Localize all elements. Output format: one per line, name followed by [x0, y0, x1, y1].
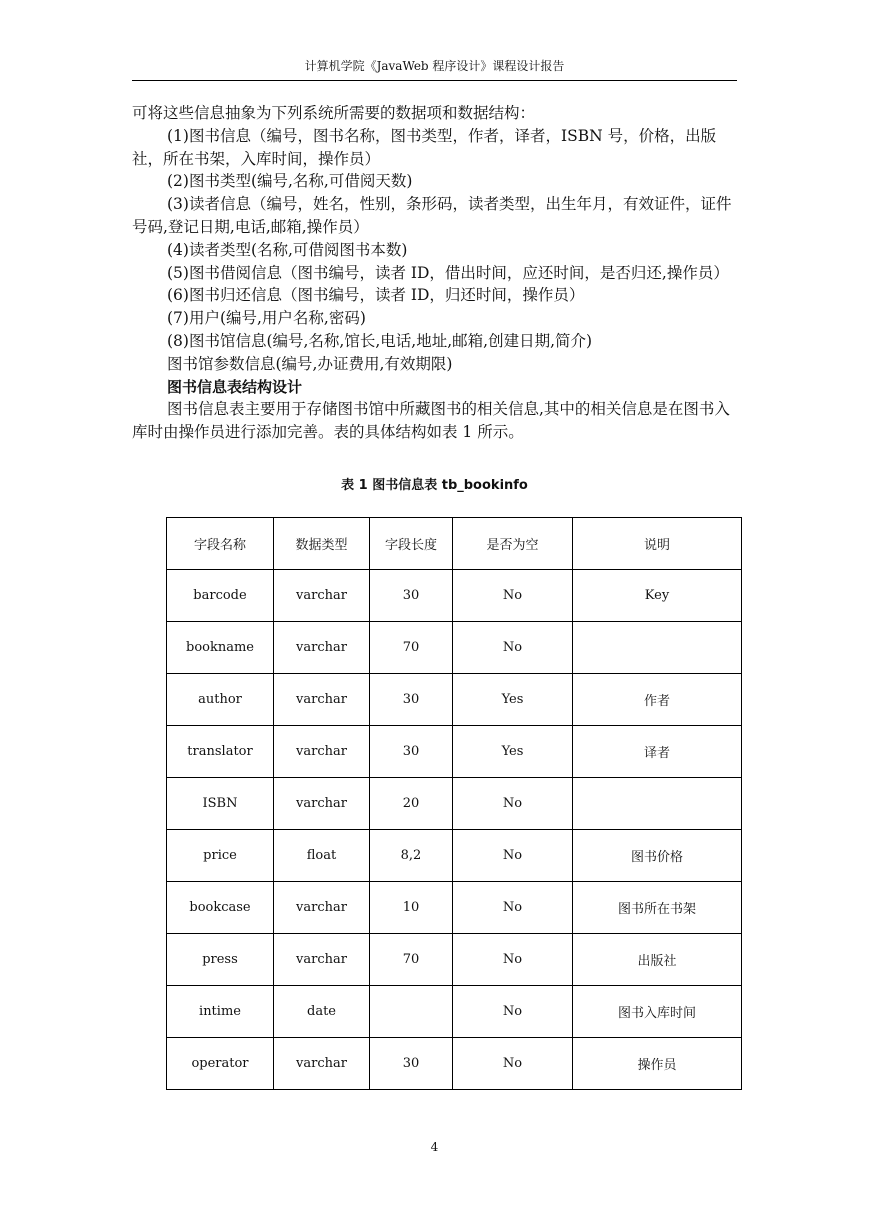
table-cell: 20 [370, 778, 453, 830]
table-cell: No [453, 1038, 573, 1090]
page-number: 4 [430, 1140, 439, 1154]
table-cell: Yes [453, 674, 573, 726]
table-cell: translator [167, 726, 274, 778]
table-cell: No [453, 934, 573, 986]
list-item: (7)用户(编号,用户名称,密码) [167, 309, 366, 328]
table-cell: 图书价格 [573, 830, 742, 882]
table-cell: varchar [274, 726, 370, 778]
table-cell: varchar [274, 778, 370, 830]
section-heading: 图书信息表结构设计 [167, 377, 303, 396]
table-cell: author [167, 674, 274, 726]
list-item: (6)图书归还信息（图书编号，读者 ID，归还时间，操作员） [167, 286, 585, 305]
table-cell: 10 [370, 882, 453, 934]
header-divider [132, 80, 737, 81]
table-row [167, 1038, 742, 1090]
table-cell: 图书入库时间 [573, 986, 742, 1038]
table-cell: varchar [274, 882, 370, 934]
list-item: (5)图书借阅信息（图书编号，读者 ID，借出时间，应还时间，是否归还,操作员） [167, 263, 729, 282]
table-caption: 表 1 图书信息表 tb_bookinfo [341, 478, 528, 493]
table-cell: bookcase [167, 882, 274, 934]
table-cell: date [274, 986, 370, 1038]
list-item: (8)图书馆信息(编号,名称,馆长,电话,地址,邮箱,创建日期,简介) [167, 331, 593, 350]
table-cell [573, 622, 742, 674]
table-cell [370, 986, 453, 1038]
column-header: 是否为空 [453, 518, 573, 570]
intro-line: 可将这些信息抽象为下列系统所需要的数据项和数据结构： [132, 104, 536, 122]
table-cell: 译者 [573, 726, 742, 778]
table-cell: 30 [370, 674, 453, 726]
section-paragraph: 图书信息表主要用于存储图书馆中所藏图书的相关信息,其中的相关信息是在图书入库时由操作员进行添加完善。表的具体结构如表 1 所示。 [132, 400, 730, 442]
column-header: 说明 [573, 518, 742, 570]
column-header: 字段长度 [370, 518, 453, 570]
table-row [167, 830, 742, 882]
column-header: 字段名称 [167, 518, 274, 570]
table-row [167, 986, 742, 1038]
table-cell: float [274, 830, 370, 882]
table-cell: ISBN [167, 778, 274, 830]
table-row [167, 882, 742, 934]
table-row [167, 934, 742, 986]
table-row [167, 778, 742, 830]
table-cell: Yes [453, 726, 573, 778]
table-cell [573, 778, 742, 830]
list-item: (1)图书信息（编号，图书名称，图书类型，作者，译者，ISBN 号，价格，出版社，所在书架，入库时间，操作员） [132, 126, 717, 168]
table-row [167, 570, 742, 622]
table-cell: intime [167, 986, 274, 1038]
table-cell: No [453, 570, 573, 622]
table-cell: 作者 [573, 674, 742, 726]
table-cell: 30 [370, 570, 453, 622]
column-header: 数据类型 [274, 518, 370, 570]
bookinfo-table [166, 517, 742, 1090]
table-cell: price [167, 830, 274, 882]
table-cell: 30 [370, 726, 453, 778]
table-header-row [167, 518, 742, 570]
table-cell: No [453, 622, 573, 674]
table-cell: No [453, 830, 573, 882]
table-cell: barcode [167, 570, 274, 622]
table-cell: 70 [370, 934, 453, 986]
table-cell: No [453, 882, 573, 934]
table-cell: 70 [370, 622, 453, 674]
table-row [167, 726, 742, 778]
table-cell: varchar [274, 674, 370, 726]
table-row [167, 674, 742, 726]
table-cell: Key [573, 570, 742, 622]
table-cell: 8,2 [370, 830, 453, 882]
table-cell: 操作员 [573, 1038, 742, 1090]
table-cell: varchar [274, 934, 370, 986]
table-cell: 30 [370, 1038, 453, 1090]
list-item: (2)图书类型(编号,名称,可借阅天数) [167, 172, 413, 191]
body-text [132, 102, 737, 444]
table-cell: No [453, 778, 573, 830]
list-item: (3)读者信息（编号，姓名，性别，条形码，读者类型，出生年月，有效证件，证件号码,登记日期,电话,邮箱,操作员） [132, 195, 732, 236]
table-cell: No [453, 986, 573, 1038]
table-body [167, 570, 742, 1090]
table-cell: varchar [274, 570, 370, 622]
table-cell: operator [167, 1038, 274, 1090]
table-cell: varchar [274, 622, 370, 674]
list-item: 图书馆参数信息(编号,办证费用,有效期限) [167, 354, 453, 373]
table-cell: 图书所在书架 [573, 882, 742, 934]
table-cell: bookname [167, 622, 274, 674]
table-row [167, 622, 742, 674]
page-header: 计算机学院《JavaWeb 程序设计》课程设计报告 [304, 59, 565, 73]
list-item: (4)读者类型(名称,可借阅图书本数) [167, 240, 408, 259]
table-cell: press [167, 934, 274, 986]
table-cell: varchar [274, 1038, 370, 1090]
table-cell: 出版社 [573, 934, 742, 986]
